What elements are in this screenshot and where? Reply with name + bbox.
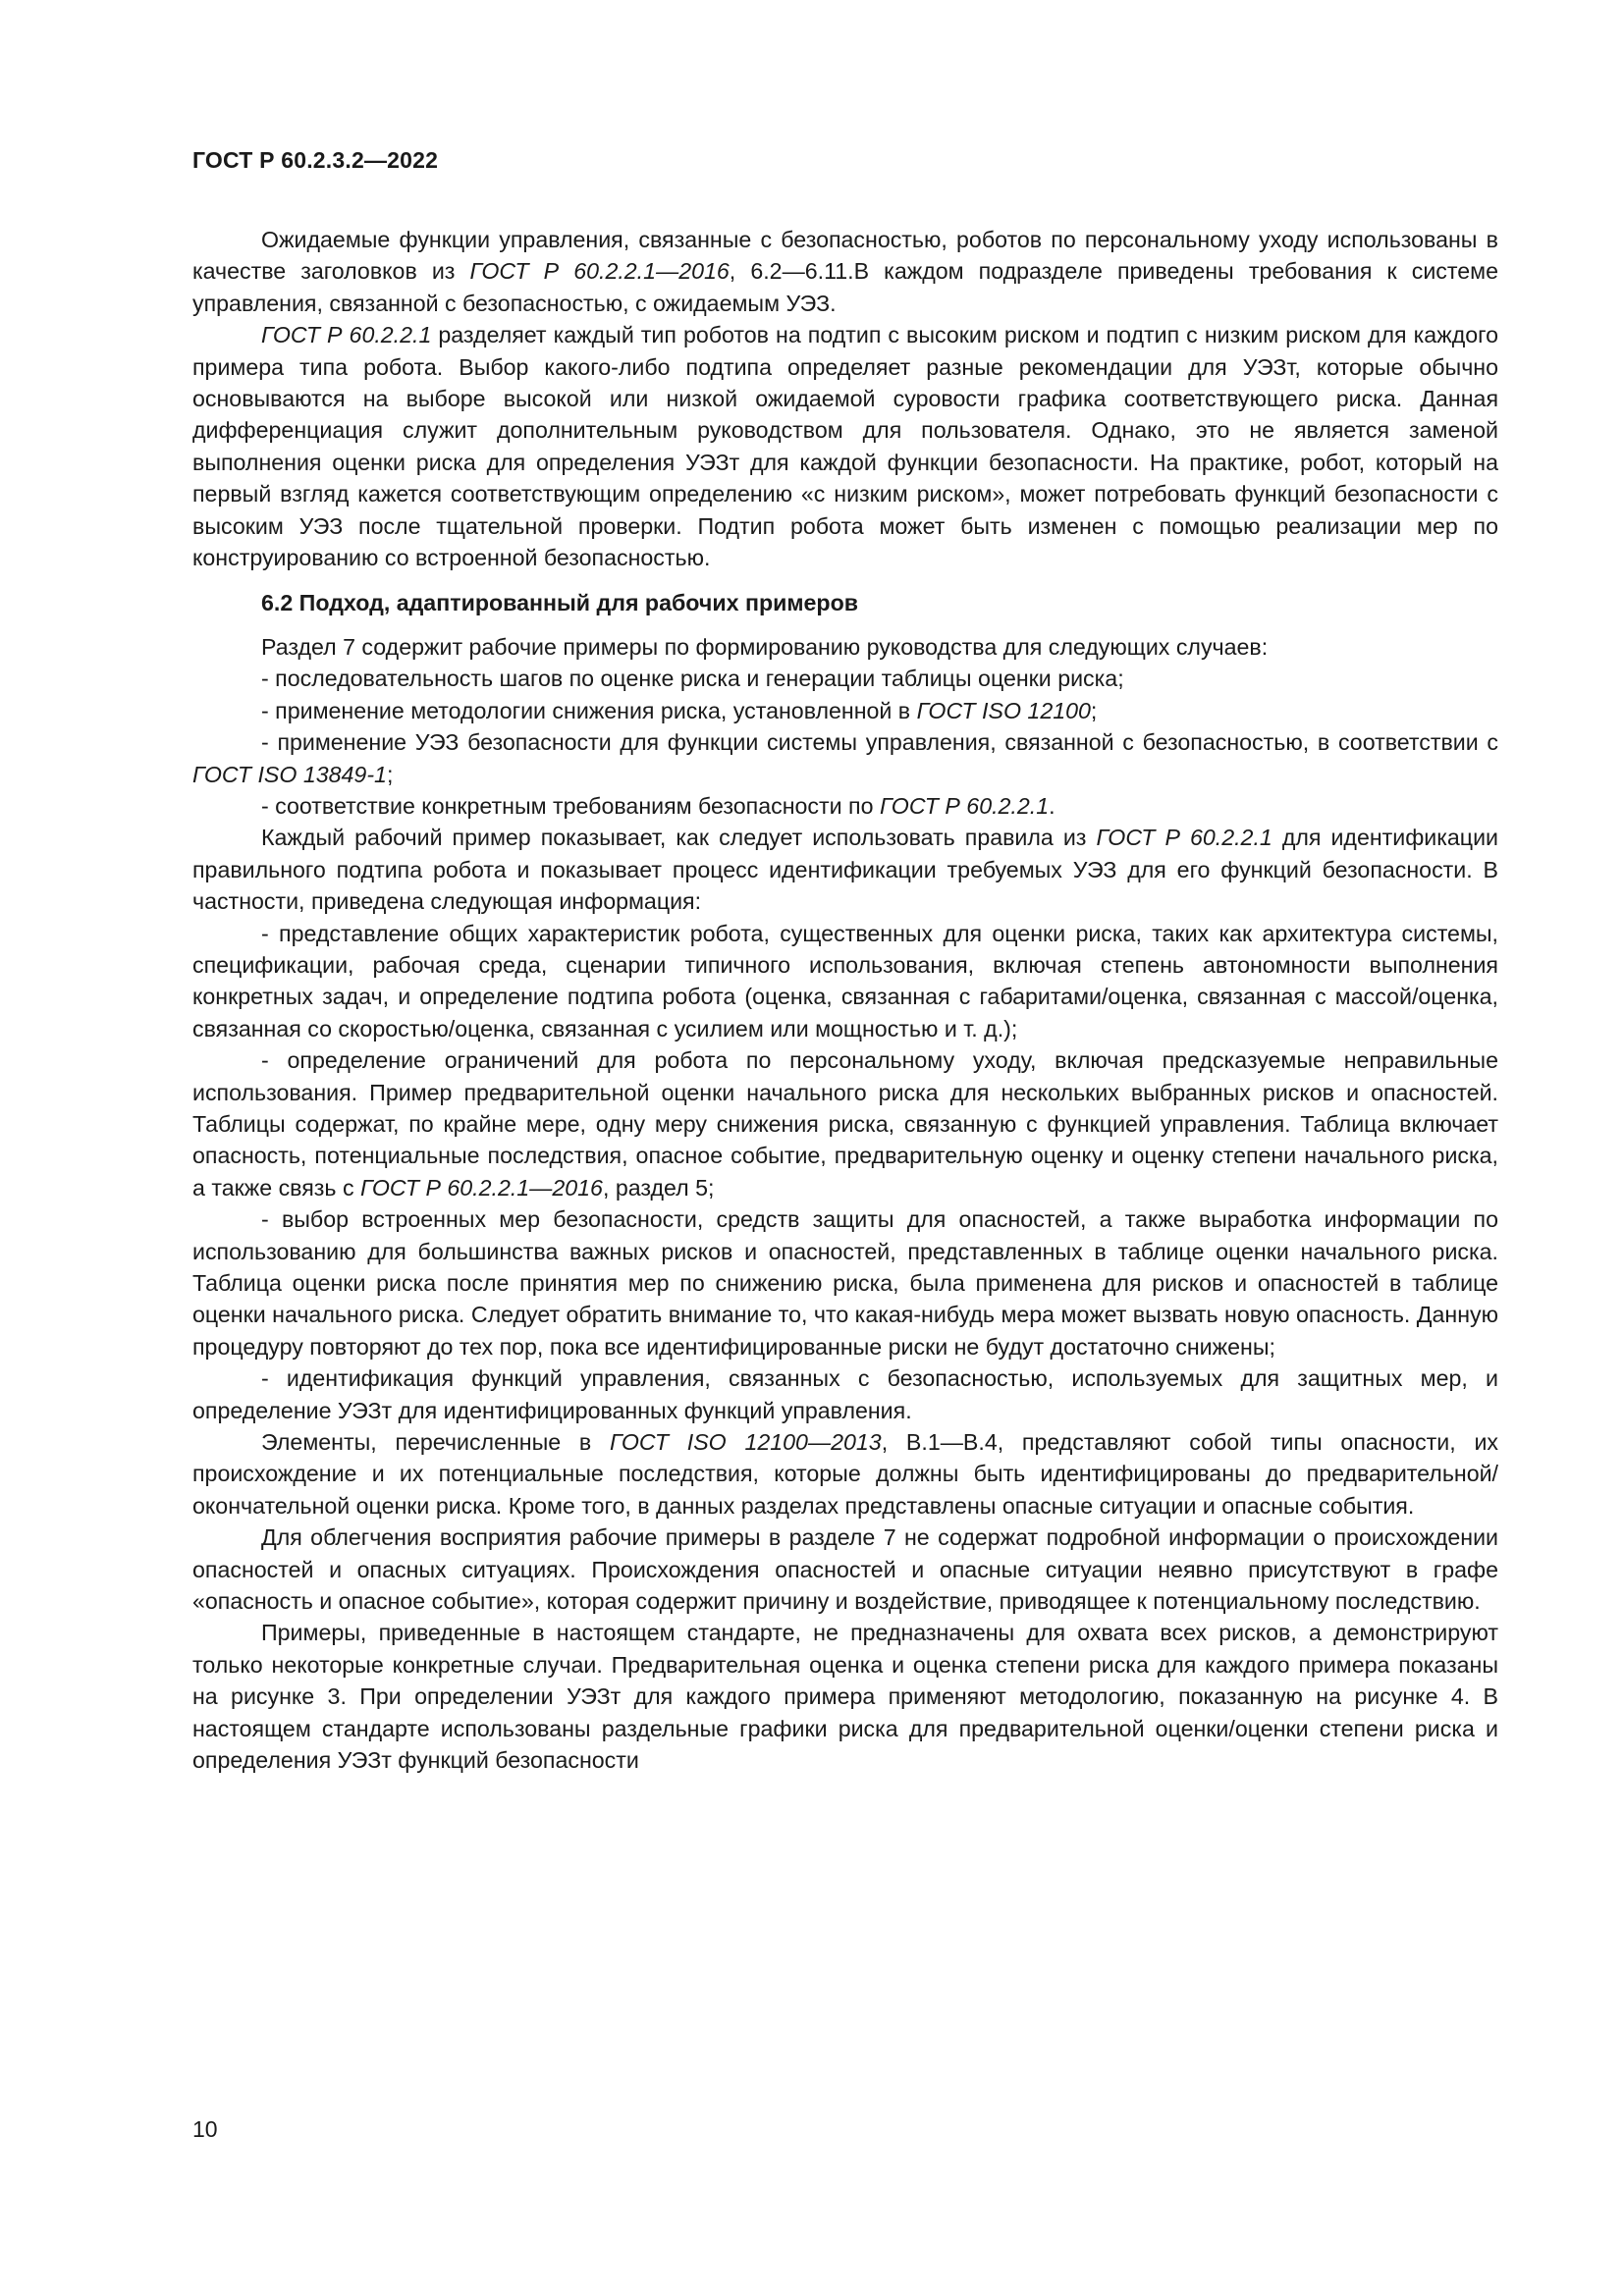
list-item: - применение УЭЗ безопасности для функции системы управления, связанной с безопасностью, в соответствии с ГОСТ ISO 13849-1; [192, 729, 1498, 787]
standard-reference: ГОСТ ISO 13849-1 [192, 761, 387, 787]
standard-reference: ГОСТ Р 60.2.2.1 [1096, 825, 1272, 851]
body-text [192, 224, 1498, 1777]
page-number: 10 [192, 2116, 218, 2142]
paragraph: Раздел 7 содержит рабочие примеры по формированию руководства для следующих случаев: [261, 633, 1269, 660]
standard-reference: ГОСТ Р 60.2.2.1—2016 [469, 258, 730, 285]
standard-reference: ГОСТ ISO 12100 [916, 697, 1091, 723]
paragraph: Каждый рабочий пример показывает, как следует использовать правила из ГОСТ Р 60.2.2.1 для идентификации правильного подтипа робота и показывает процесс идентификации требуемых УЭЗ для его функций безопасности. В частности, приведена следующая информация: [192, 825, 1498, 915]
list-item: - соответствие конкретным требованиям безопасности по ГОСТ Р 60.2.2.1. [261, 792, 1056, 819]
list-item: - представление общих характеристик робота, существенных для оценки риска, таких как архитектура системы, спецификации, рабочая среда, сценарии типичного использования, включая степень автономности выполнения конкретных задач, и определение подтипа робота (оценка, связанная с габаритами/оценка, связанная с массой/оценка, связанная со скоростью/оценка, связанная с усилием или мощностью и т. д.); [192, 920, 1498, 1041]
paragraph: Для облегчения восприятия рабочие примеры в разделе 7 не содержат подробной информации о происхождении опасностей и опасных ситуациях. Происхождения опасностей и опасные ситуации неявно присутствуют в графе «опасность и опасное событие», которая содержит причину и воздействие, приводящее к потенциальному последствию. [192, 1524, 1498, 1615]
standard-reference: ГОСТ ISO 12100—2013 [609, 1429, 882, 1456]
section-heading: 6.2 Подход, адаптированный для рабочих примеров [261, 590, 859, 616]
list-item: - идентификация функций управления, связанных с безопасностью, используемых для защитных мер, и определение УЭЗт для идентифицированных функций управления. [192, 1365, 1498, 1423]
standard-reference: ГОСТ Р 60.2.2.1—2016 [360, 1174, 603, 1201]
paragraph: ГОСТ Р 60.2.2.1 разделяет каждый тип роботов на подтип с высоким риском и подтип с низким риском для каждого примера типа робота. Выбор какого-либо подтипа определяет разные рекомендации для УЭЗт, которые обычно основываются на выборе высокой или низкой ожидаемой суровости графика соответствующего риска. Данная дифференциация служит дополнительным руководством для пользователя. Однако, это не является заменой выполнения оценки риска для определения УЭЗт для каждой функции безопасности. На практике, робот, который на первый взгляд кажется соответствующим определению «с низким риском», может потребовать функций безопасности с высоким УЭЗ после тщательной проверки. Подтип робота может быть изменен с помощью реализации мер по конструированию со встроенной безопасностью. [192, 322, 1498, 571]
list-item: - определение ограничений для робота по персональному уходу, включая предсказуемые неправильные использования. Пример предварительной оценки начального риска для нескольких выбранных рисков и опасностей. Таблицы содержат, по крайне мере, одну меру снижения риска, связанную с функцией управления. Таблица включает опасность, потенциальные последствия, опасное событие, предварительную оценку и оценку степени начального риска, а также связь с ГОСТ Р 60.2.2.1—2016, раздел 5; [192, 1047, 1498, 1201]
list-item: - применение методологии снижения риска, установленной в ГОСТ ISO 12100; [261, 697, 1098, 723]
standard-header: ГОСТ Р 60.2.3.2—2022 [192, 147, 439, 173]
paragraph: Элементы, перечисленные в ГОСТ ISO 12100—2013, В.1—В.4, представляют собой типы опасности, их происхождение и их потенциальные последствия, которые должны быть идентифицированы до предварительной/окончательной оценки риска. Кроме того, в данных разделах представлены опасные ситуации и опасные события. [192, 1429, 1498, 1519]
standard-reference: ГОСТ Р 60.2.2.1 [261, 322, 432, 348]
standard-reference: ГОСТ Р 60.2.2.1 [879, 792, 1050, 819]
paragraph: Примеры, приведенные в настоящем стандарте, не предназначены для охвата всех рисков, а демонстрируют только некоторые конкретные случаи. Предварительная оценка и оценка степени риска для каждого примера показаны на рисунке 3. При определении УЭЗт для каждого примера применяют методологию, показанную на рисунке 4. В настоящем стандарте использованы раздельные графики риска для предварительной оценки/оценки степени риска и определения УЭЗт функций безопасности [192, 1620, 1498, 1774]
paragraph: Ожидаемые функции управления, связанные с безопасностью, роботов по персональному уходу использованы в качестве заголовков из ГОСТ Р 60.2.2.1—2016, 6.2—6.11.В каждом подразделе приведены требования к системе управления, связанной с безопасностью, с ожидаемым УЭЗ. [192, 227, 1498, 316]
list-item: - выбор встроенных мер безопасности, средств защиты для опасностей, а также выработка информации по использованию для большинства важных рисков и опасностей, представленных в таблице оценки начального риска. Таблица оценки риска после принятия мер по снижению риска, была применена для рисков и опасностей в таблице оценки начального риска. Следует обратить внимание то, что какая-нибудь мера может вызвать новую опасность. Данную процедуру повторяют до тех пор, пока все идентифицированные риски не будут достаточно снижены; [192, 1206, 1498, 1360]
list-item: - последовательность шагов по оценке риска и генерации таблицы оценки риска; [261, 666, 1124, 692]
